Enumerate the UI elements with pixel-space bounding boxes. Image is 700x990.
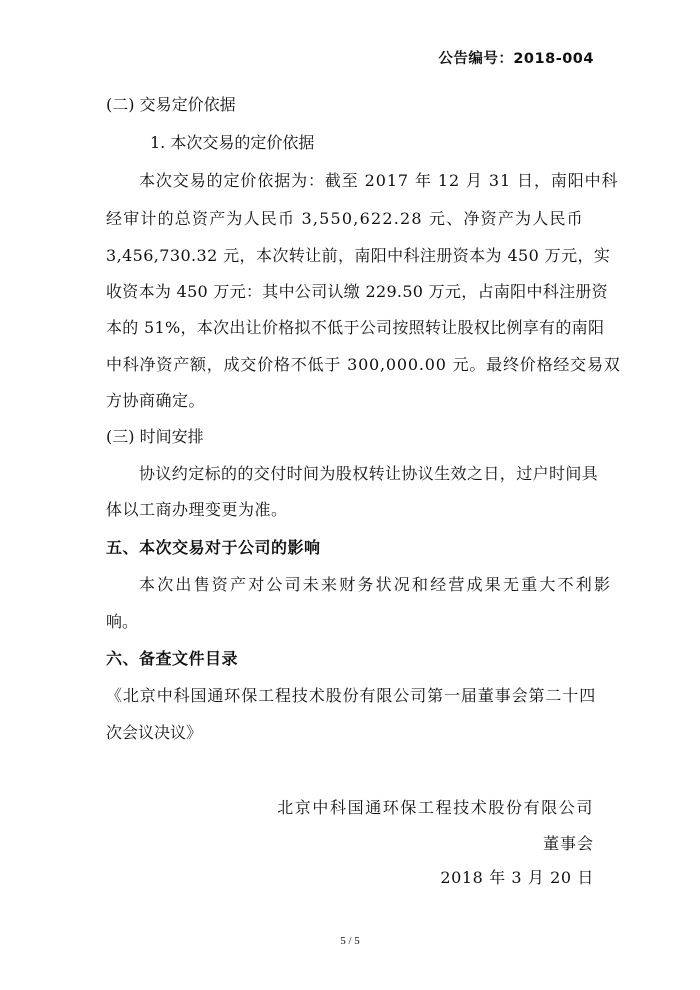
schedule-paragraph-line-1: 协议约定标的的交付时间为股权转让协议生效之日，过户时间具 xyxy=(139,464,599,483)
schedule-paragraph-line-2: 体以工商办理变更为准。 xyxy=(106,500,288,519)
section-3-heading: (三) 时间安排 xyxy=(106,427,204,446)
announcement-number: 公告编号：2018-004 xyxy=(438,51,594,67)
pricing-paragraph-line-4: 收资本为 450 万元：其中公司认缴 229.50 万元，占南阳中科注册资 xyxy=(106,282,608,301)
pricing-paragraph-line-7: 方协商确定。 xyxy=(106,391,206,410)
pricing-paragraph-line-1: 本次交易的定价依据为：截至 2017 年 12 月 31 日，南阳中科 xyxy=(139,171,619,190)
section-five-heading: 五、本次交易对于公司的影响 xyxy=(106,538,321,557)
pricing-paragraph-line-3: 3,456,730.32 元，本次转让前，南阳中科注册资本为 450 万元，实 xyxy=(106,246,611,265)
pricing-paragraph-line-6: 中科净资产额，成交价格不低于 300,000.00 元。最终价格经交易双 xyxy=(106,355,621,374)
page-number: 5 / 5 xyxy=(340,935,360,947)
impact-paragraph-line-1: 本次出售资产对公司未来财务状况和经营成果无重大不利影 xyxy=(139,575,613,594)
section-six-heading: 六、备查文件目录 xyxy=(106,649,239,668)
pricing-paragraph-line-2: 经审计的总资产为人民币 3,550,622.28 元、净资产为人民币 xyxy=(106,209,584,228)
impact-paragraph-line-2: 响。 xyxy=(106,612,139,631)
pricing-paragraph-line-5: 本的 51%，本次出让价格拟不低于公司按照转让股权比例享有的南阳 xyxy=(106,318,605,337)
signature-board: 董事会 xyxy=(542,834,594,853)
reference-document-line-1: 《北京中科国通环保工程技术股份有限公司第一届董事会第二十四 xyxy=(106,686,597,705)
section-2-heading: (二) 交易定价依据 xyxy=(106,95,236,114)
signature-company: 北京中科国通环保工程技术股份有限公司 xyxy=(277,798,594,817)
reference-document-line-2: 次会议决议》 xyxy=(106,723,203,742)
section-2-1-heading: 1. 本次交易的定价依据 xyxy=(150,133,315,152)
signature-date: 2018 年 3 月 20 日 xyxy=(440,868,594,887)
